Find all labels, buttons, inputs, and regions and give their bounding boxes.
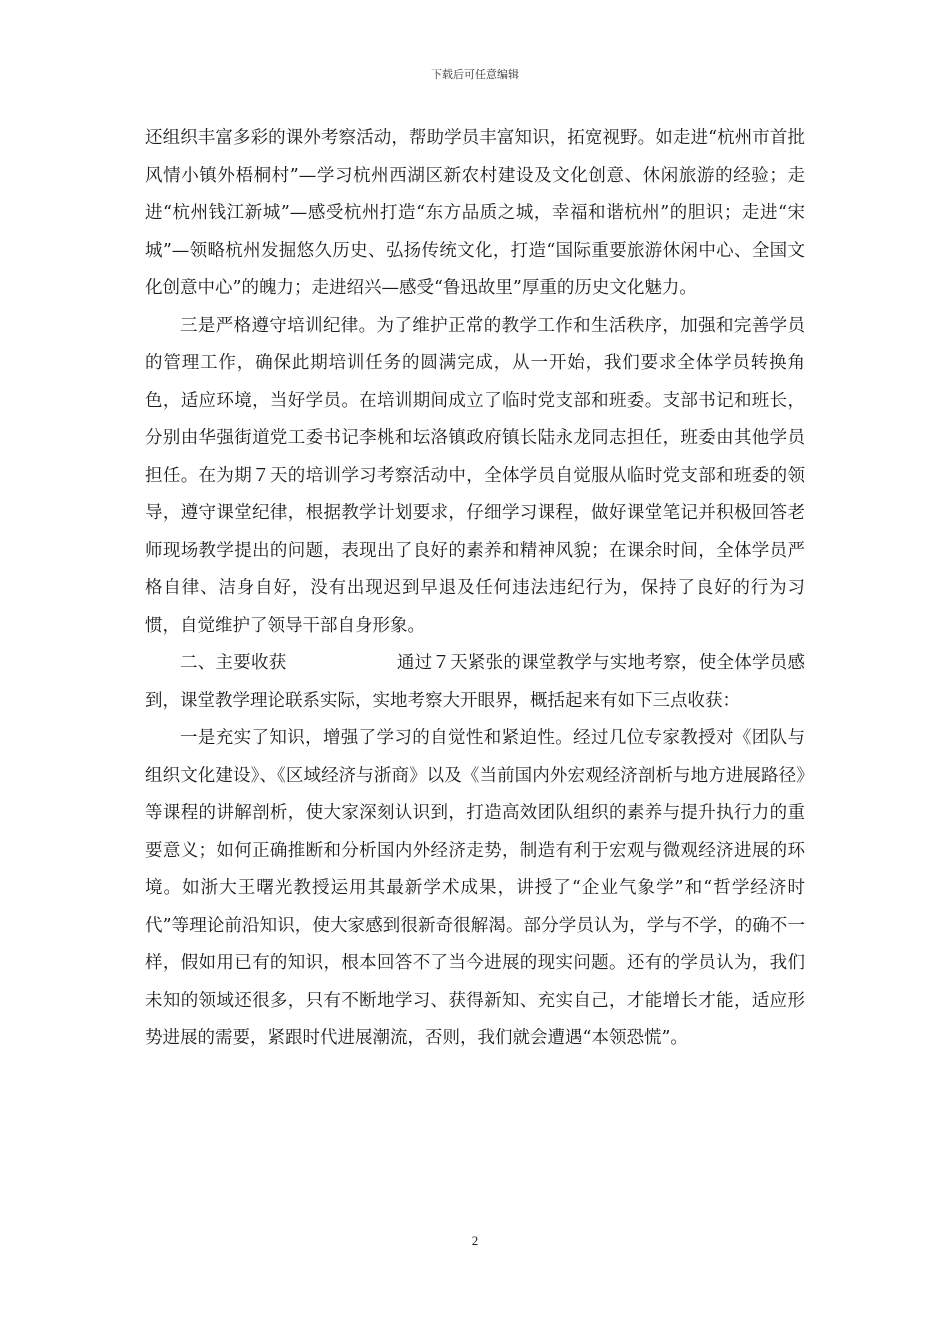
- page-number: 2: [471, 1233, 479, 1248]
- section-heading: 二、主要收获: [180, 653, 287, 673]
- paragraph-field-trips: 还组织丰富多彩的课外考察活动，帮助学员丰富知识，拓宽视野。如走进“杭州市首批风情小镇外梧桐村”—学习杭州西湖区新农村建设及文化创意、休闲旅游的经验；走进“杭州钱江新城”—感受杭州打造“东方品质之城，幸福和谐杭州”的胆识；走进“宋城”—领略杭州发掘悠久历史、弘扬传统文化，打造“国际重要旅游休闲中心、全国文化创意中心”的魄力；走进绍兴—感受“鲁迅故里”厚重的历史文化魅力。: [145, 128, 805, 298]
- document-body: [145, 120, 805, 1058]
- paragraph-main-gains: [145, 645, 805, 720]
- paragraph-knowledge-gain: 一是充实了知识，增强了学习的自觉性和紧迫性。经过几位专家教授对《团队与组织文化建设》、《区域经济与浙商》以及《当前国内外宏观经济剖析与地方进展路径》等课程的讲解剖析，使大家深刻认识到，打造高效团队组织的素养与提升执行力的重要意义；如何正确推断和分析国内外经济走势，制造有利于宏观与微观经济进展的环境。如浙大王曙光教授运用其最新学术成果，讲授了“企业气象学”和“哲学经济时代”等理论前沿知识，使大家感到很新奇很解渴。部分学员认为，学与不学，的确不一样，假如用已有的知识，根本回答不了当今进展的现实问题。还有的学员认为，我们未知的领域还很多，只有不断地学习、获得新知、充实自己，才能增长才能，适应形势进展的需要，紧跟时代进展潮流，否则，我们就会遭遇“本领恐慌”。: [145, 728, 805, 1048]
- main-gains-intro: 通过７天紧张的课堂教学与实地考察，使全体学员感到，课堂教学理论联系实际，实地考察大开眼界，概括起来有如下三点收获：: [145, 653, 806, 711]
- paragraph-training-discipline: 三是严格遵守培训纪律。为了维护正常的教学工作和生活秩序，加强和完善学员的管理工作，确保此期培训任务的圆满完成，从一开始，我们要求全体学员转换角色，适应环境，当好学员。在培训期间成立了临时党支部和班委。支部书记和班长，分别由华强街道党工委书记李桃和坛洛镇政府镇长陆永龙同志担任，班委由其他学员担任。在为期７天的培训学习考察活动中，全体学员自觉服从临时党支部和班委的领导，遵守课堂纪律，根据教学计划要求，仔细学习课程，做好课堂笔记并积极回答老师现场教学提出的问题，表现出了良好的素养和精神风貌；在课余时间，全体学员严格自律、洁身自好，没有出现迟到早退及任何违法违纪行为，保持了良好的行为习惯，自觉维护了领导干部自身形象。: [145, 315, 805, 636]
- page-header: 下载后可任意编辑: [431, 68, 519, 81]
